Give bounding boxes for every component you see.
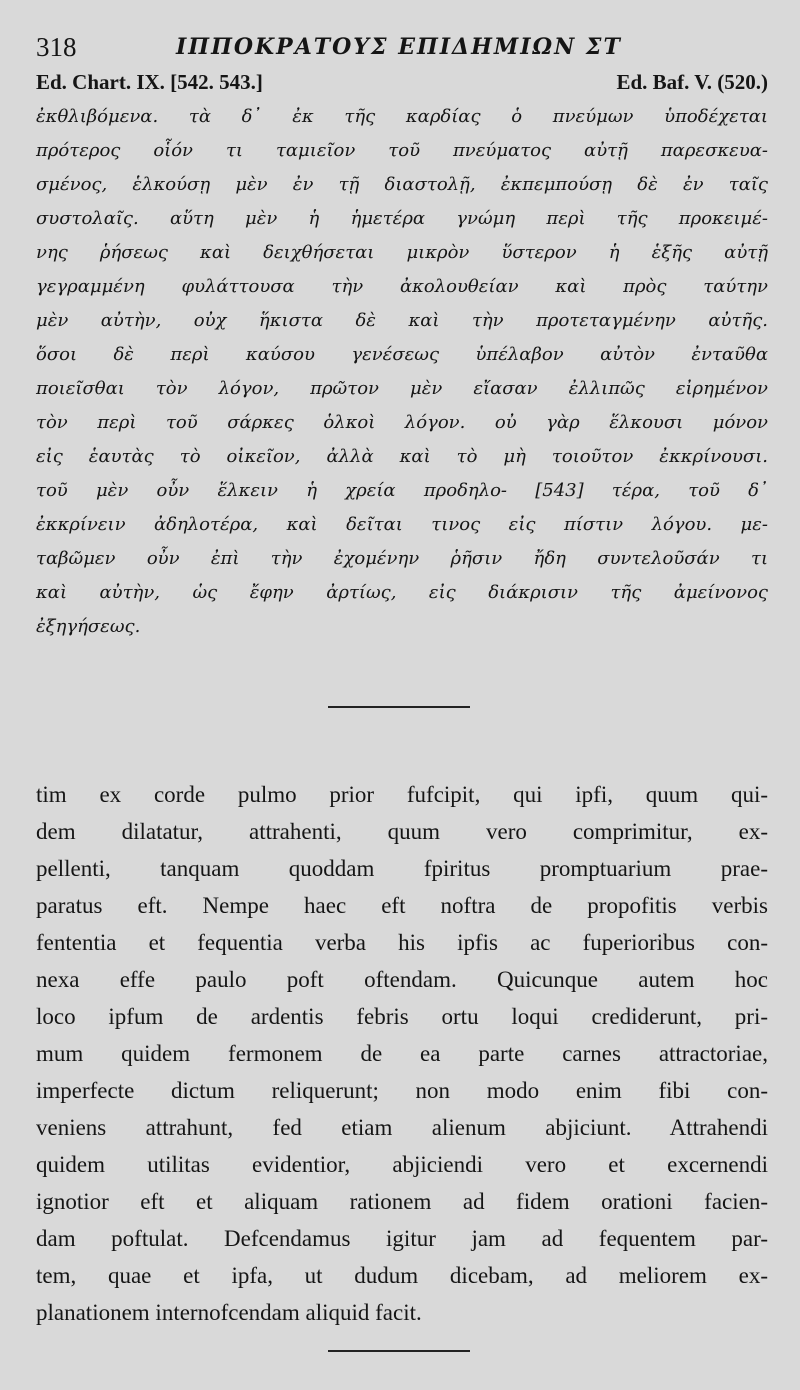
greek-line: ταβῶμεν οὖν ἐπὶ τὴν ἐχομένην ῥῆσιν ἤδη συντελοῦσάν τι — [36, 548, 768, 569]
greek-line: τοῦ μὲν οὖν ἕλκειν ἡ χρεία προδηλο- [543] τέρα, τοῦ δ᾽ — [36, 480, 768, 501]
latin-line: tim ex corde pulmo prior fufcipit, qui ipfi, quum qui- — [36, 782, 768, 807]
greek-line: καὶ αὐτὴν, ὡς ἔφην ἀρτίως, εἰς διάκρισιν τῆς ἀμείνονος — [36, 582, 768, 603]
greek-line: πρότερος οἷόν τι ταμιεῖον τοῦ πνεύματος αὐτῇ παρεσκευα- — [36, 140, 768, 161]
latin-line: dam poftulat. Defcendamus igitur jam ad fequentem par- — [36, 1226, 768, 1251]
greek-line: γεγραμμένη φυλάττουσα τὴν ἀκολουθείαν καὶ πρὸς ταύτην — [36, 276, 768, 297]
greek-line: μὲν αὐτὴν, οὐχ ἥκιστα δὲ καὶ τὴν προτεταγμένην αὐτῆς. — [36, 310, 768, 331]
greek-line: συστολαῖς. αὕτη μὲν ἡ ἡμετέρα γνώμη περὶ τῆς προκειμέ- — [36, 208, 768, 229]
latin-line: tem, quae et ipfa, ut dudum dicebam, ad meliorem ex- — [36, 1263, 768, 1288]
greek-line: ποιεῖσθαι τὸν λόγον, πρῶτον μὲν εἴασαν ἐλλιπῶς εἰρημένον — [36, 378, 768, 399]
basel-edition-ref: Ed. Baf. V. (520.) — [616, 70, 768, 94]
greek-line: ἐξηγήσεως. — [36, 616, 141, 637]
latin-line: veniens attrahunt, fed etiam alienum abjiciunt. Attrahendi — [36, 1115, 768, 1140]
greek-line: ὅσοι δὲ περὶ καύσου γενέσεως ὑπέλαβον αὐτὸν ἐνταῦθα — [36, 344, 768, 365]
latin-text-block — [36, 776, 768, 1331]
section-divider — [328, 706, 470, 708]
running-title: ΙΠΠΟΚΡΑΤΟΥΣ ΕΠΙΔΗΜΙΩΝ ΣΤ — [176, 34, 622, 60]
latin-line: pellenti, tanquam quoddam fpiritus promptuarium prae- — [36, 856, 768, 881]
latin-line: mum quidem fermonem de ea parte carnes attractoriae, — [36, 1041, 768, 1066]
greek-line: εἰς ἑαυτὰς τὸ οἰκεῖον, ἀλλὰ καὶ τὸ μὴ τοιοῦτον ἐκκρίνουσι. — [36, 446, 768, 467]
latin-line: fententia et fequentia verba his ipfis ac fuperioribus con- — [36, 930, 768, 955]
greek-line: νης ῥήσεως καὶ δειχθήσεται μικρὸν ὕστερον ἡ ἑξῆς αὐτῇ — [36, 242, 768, 263]
greek-line: ἐκθλιβόμενα. τὰ δ᾽ ἐκ τῆς καρδίας ὁ πνεύμων ὑποδέχεται — [36, 106, 768, 127]
latin-line: planationem internofcendam aliquid facit. — [36, 1300, 422, 1325]
latin-line: dem dilatatur, attrahenti, quum vero comprimitur, ex- — [36, 819, 768, 844]
latin-line: quidem utilitas evidentior, abjiciendi vero et excernendi — [36, 1152, 768, 1177]
greek-line: σμένος, ἑλκούσῃ μὲν ἐν τῇ διαστολῇ, ἐκπεμπούσῃ δὲ ἐν ταῖς — [36, 174, 768, 195]
page-header — [36, 30, 776, 70]
greek-text-block — [36, 100, 768, 644]
latin-line: imperfecte dictum reliquerunt; non modo enim fibi con- — [36, 1078, 768, 1103]
latin-line: loco ipfum de ardentis febris ortu loqui crediderunt, pri- — [36, 1004, 768, 1029]
latin-line: ignotior eft et aliquam rationem ad fidem orationi facien- — [36, 1189, 768, 1214]
section-divider — [328, 1350, 470, 1352]
latin-line: paratus eft. Nempe haec eft noftra de propofitis verbis — [36, 893, 768, 918]
edition-references — [36, 70, 768, 100]
greek-line: ἐκκρίνειν ἀδηλοτέρα, καὶ δεῖται τινος εἰς πίστιν λόγου. με- — [36, 514, 768, 535]
latin-line: nexa effe paulo poft oftendam. Quicunque autem hoc — [36, 967, 768, 992]
chartier-edition-ref: Ed. Chart. IX. [542. 543.] — [36, 70, 263, 94]
greek-line: τὸν περὶ τοῦ σάρκες ὁλκοὶ λόγον. οὐ γὰρ ἕλκουσι μόνον — [36, 412, 768, 433]
page-number: 318 — [36, 32, 77, 62]
